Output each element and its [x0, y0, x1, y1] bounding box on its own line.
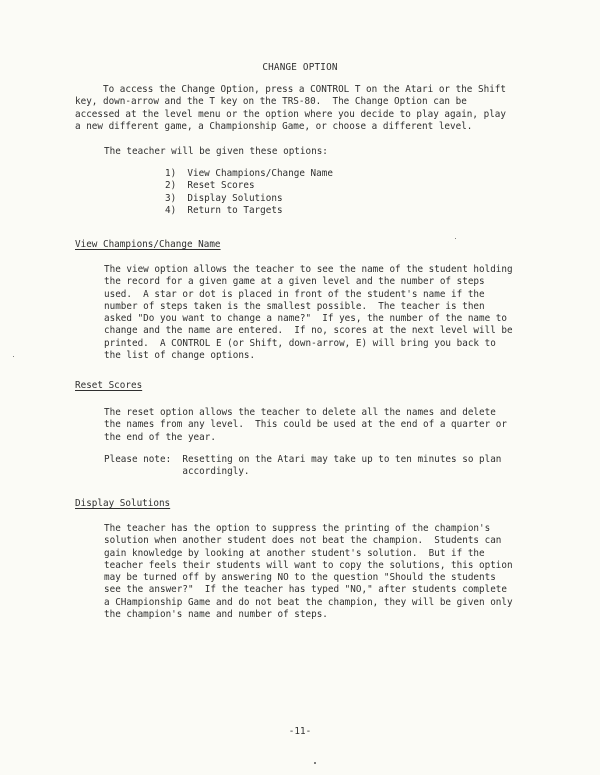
- list-item: 4) Return to Targets: [165, 204, 283, 216]
- page-title: CHANGE OPTION: [262, 62, 338, 73]
- section-body-view-champions: The view option allows the teacher to see the name of the student holding the record for a given game at a given level and the number of steps used. A star or dot is placed in front of the student's name if the number of steps taken is the smallest possible. The teacher is then asked "Do you want to change a name?" If yes, the number of the name to change and the name are entered. If no, scores at the next level will be printed. A CONTROL E (or Shift, down-arrow, E) will bring you back to the list of change options.: [104, 264, 513, 362]
- section-body-display-solutions: The teacher has the option to suppress the printing of the champion's solution when another student does not beat the champion. Students can gain knowledge by looking at another student's solution. But if the teacher feels their students will want to copy the solutions, this option may be turned off by answering NO to the question "Should the students see the answer?" If the teacher has typed "NO," after students complete a CHampionship Game and do not beat the champion, they will be given only the champion's name and number of steps.: [104, 523, 513, 621]
- page-number: -11-: [288, 726, 312, 737]
- reset-note: Please note: Resetting on the Atari may take up to ten minutes so plan accordingly.: [104, 454, 502, 478]
- section-heading-display-solutions: Display Solutions: [75, 498, 171, 509]
- section-heading-reset-scores: Reset Scores: [75, 380, 143, 391]
- options-list: [165, 168, 333, 217]
- list-item: 2) Reset Scores: [165, 180, 255, 192]
- section-body-reset-scores: The reset option allows the teacher to delete all the names and delete the names from any level. This could be used at the end of a quarter or the end of the year.: [104, 407, 507, 443]
- paper-speck: [314, 762, 316, 764]
- paper-speck: [13, 356, 14, 357]
- list-item: 3) Display Solutions: [165, 192, 283, 204]
- list-item: 1) View Champions/Change Name: [165, 168, 333, 179]
- paper-speck: [455, 238, 456, 239]
- intro-paragraph: To access the Change Option, press a CONTROL T on the Atari or the Shift key, down-arrow and the T key on the TRS-80. The Change Option can be accessed at the level menu or the option where you decide to play again, play a new different game, a Championship Game, or choose a different level.: [75, 84, 506, 132]
- section-heading-view-champions: View Champions/Change Name: [75, 239, 221, 250]
- options-lead-text: The teacher will be given these options:: [104, 146, 328, 157]
